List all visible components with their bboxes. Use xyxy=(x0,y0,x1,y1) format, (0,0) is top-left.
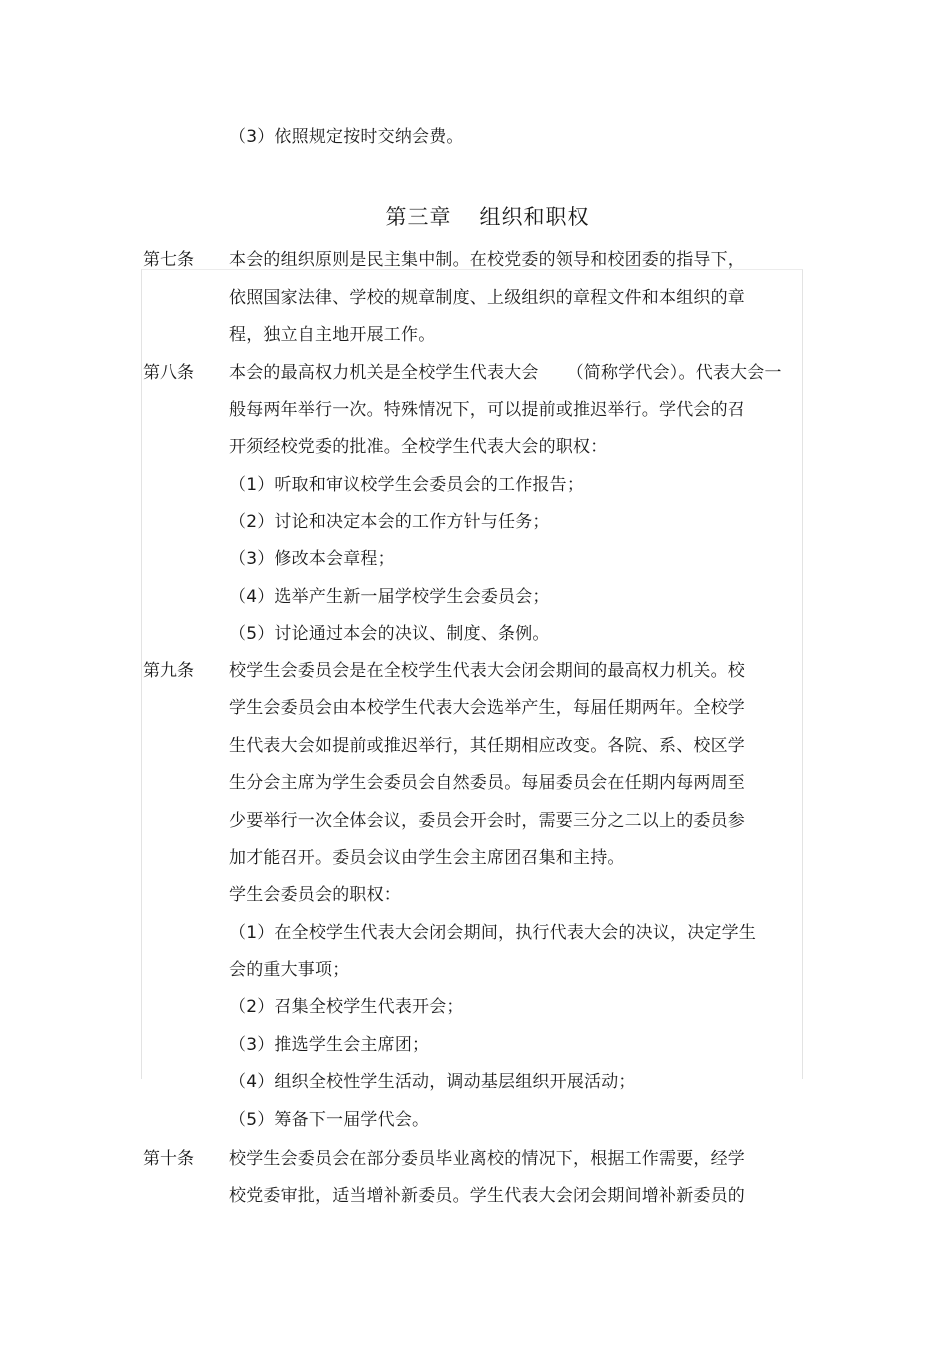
article-9-item: （2）召集全校学生代表开会； xyxy=(229,997,464,1017)
duty-item-3: （3）依照规定按时交纳会费。 xyxy=(229,127,464,147)
article-8-line-part: 本会的最高权力机关是全校学生代表大会 xyxy=(229,363,539,383)
chapter-name: 组织和职权 xyxy=(479,205,590,229)
article-8-label: 第八条 xyxy=(143,363,194,383)
article-9-line: 少要举行一次全体会议，委员会开会时，需要三分之二以上的委员参 xyxy=(229,811,745,831)
article-9-item: （5）筹备下一届学代会。 xyxy=(229,1110,430,1130)
chapter-number: 第三章 xyxy=(385,205,452,229)
article-8-line: 般每两年举行一次。特殊情况下，可以提前或推迟举行。学代会的召 xyxy=(229,400,745,420)
article-8-line xyxy=(229,362,782,384)
article-7-line: 本会的组织原则是民主集中制。在校党委的领导和校团委的指导下， xyxy=(229,250,745,270)
article-9-line: 学生会委员会的职权： xyxy=(229,885,401,905)
article-9-line: 校学生会委员会是在全校学生代表大会闭会期间的最高权力机关。校 xyxy=(229,661,745,681)
article-9-line: 生分会主席为学生会委员会自然委员。每届委员会在任期内每两周至 xyxy=(229,773,745,793)
article-9-line: 生代表大会如提前或推迟举行，其任期相应改变。各院、系、校区学 xyxy=(229,736,745,756)
article-7-line: 依照国家法律、学校的规章制度、上级组织的章程文件和本组织的章 xyxy=(229,288,745,308)
article-9-item: （3）推选学生会主席团； xyxy=(229,1035,430,1055)
article-10-line: 校党委审批，适当增补新委员。学生代表大会闭会期间增补新委员的 xyxy=(229,1186,745,1206)
article-8-line-part: （简称学代会）。代表大会一 xyxy=(566,363,782,383)
article-9-item: 会的重大事项； xyxy=(229,960,350,980)
article-9-label: 第九条 xyxy=(143,661,194,681)
article-7-label: 第七条 xyxy=(143,250,194,270)
article-10-line: 校学生会委员会在部分委员毕业离校的情况下，根据工作需要，经学 xyxy=(229,1149,745,1169)
article-8-item: （4）选举产生新一届学校学生会委员会； xyxy=(229,587,550,607)
article-8-item: （2）讨论和决定本会的工作方针与任务； xyxy=(229,512,550,532)
article-8-item: （5）讨论通过本会的决议、制度、条例。 xyxy=(229,624,550,644)
article-9-line: 加才能召开。委员会议由学生会主席团召集和主持。 xyxy=(229,848,625,868)
article-8-item: （3）修改本会章程； xyxy=(229,549,395,569)
article-8-item: （1）听取和审议校学生会委员会的工作报告； xyxy=(229,475,585,495)
article-9-item: （4）组织全校性学生活动，调动基层组织开展活动； xyxy=(229,1072,636,1092)
chapter-title xyxy=(0,203,950,231)
article-8-line: 开须经校党委的批准。全校学生代表大会的职权： xyxy=(229,437,608,457)
article-9-item: （1）在全校学生代表大会闭会期间，执行代表大会的决议，决定学生 xyxy=(229,923,757,943)
article-9-line: 学生会委员会由本校学生代表大会选举产生，每届任期两年。全校学 xyxy=(229,698,745,718)
article-7-line: 程，独立自主地开展工作。 xyxy=(229,325,436,345)
article-10-label: 第十条 xyxy=(143,1149,194,1169)
